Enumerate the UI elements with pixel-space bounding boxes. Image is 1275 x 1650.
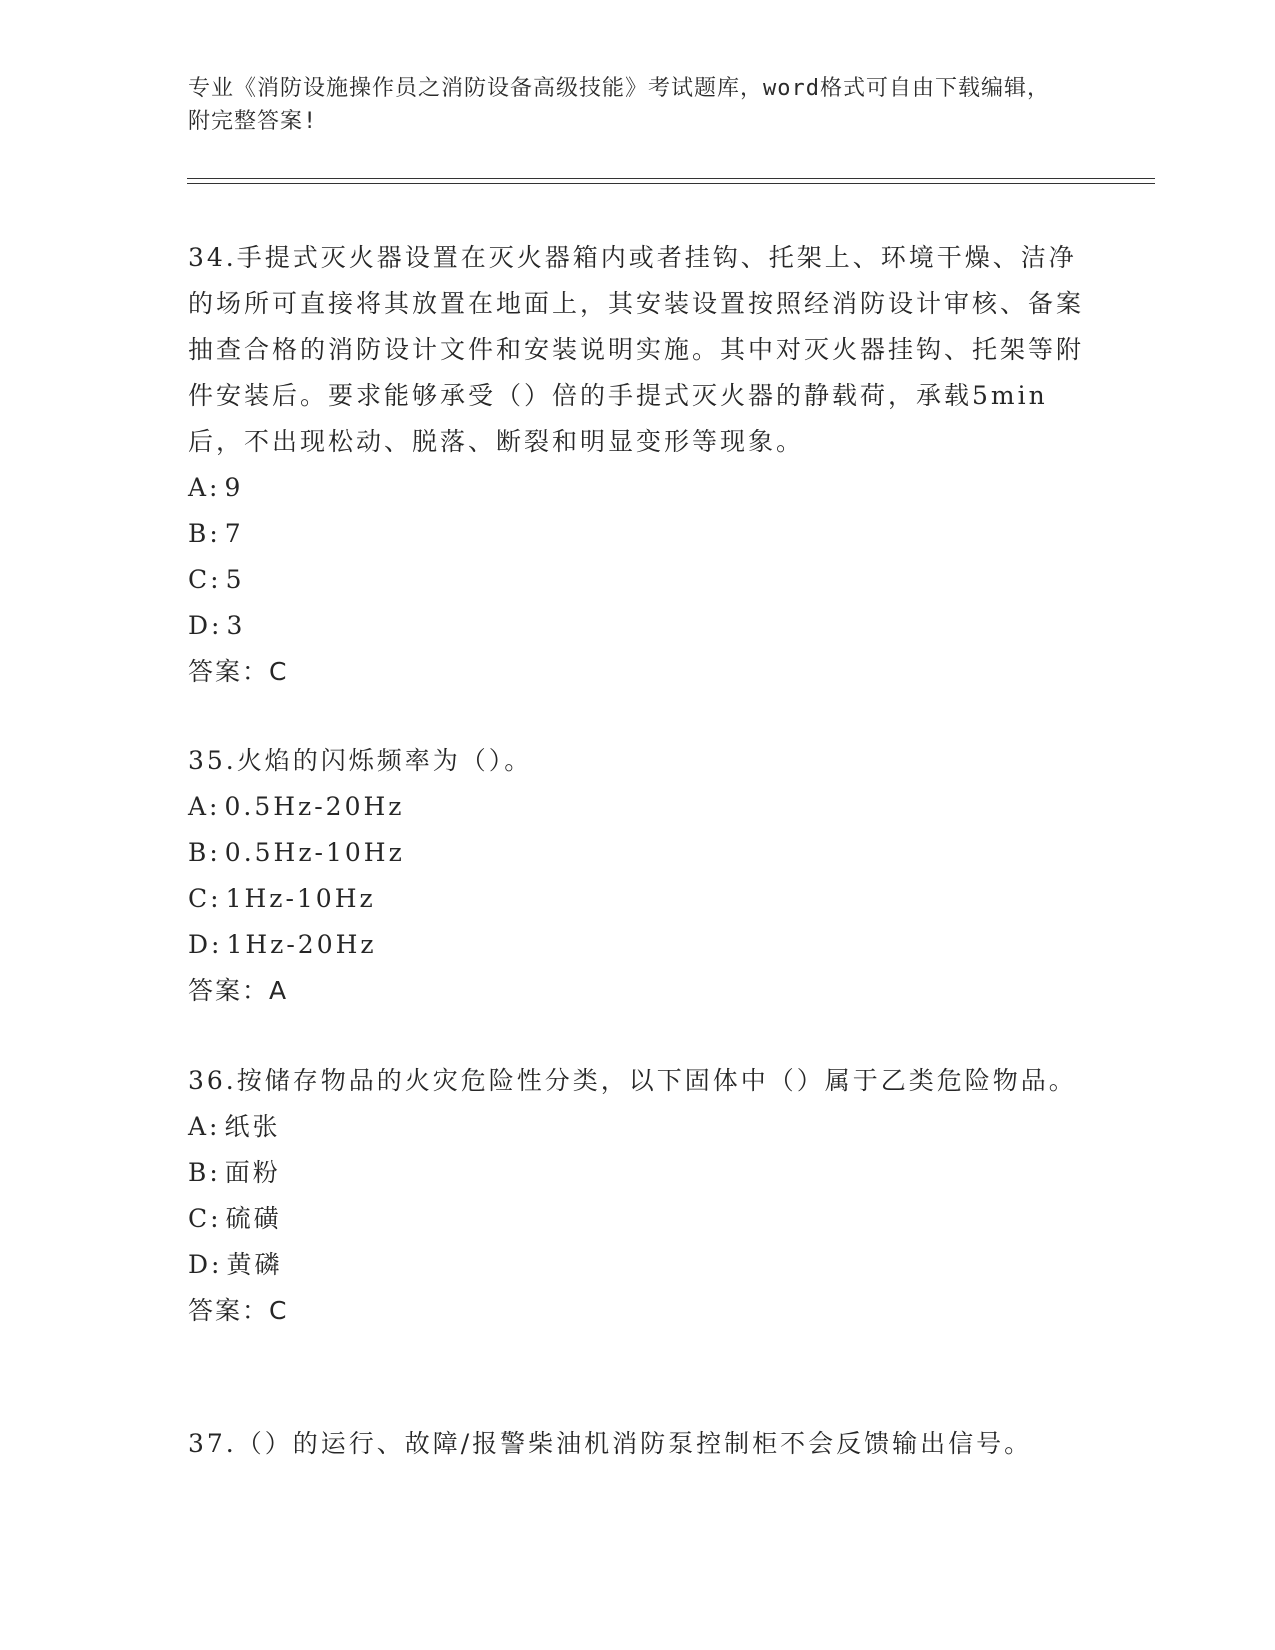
option-c — [188, 876, 1088, 922]
option-d — [188, 1242, 1088, 1288]
option-key: D: — [188, 1250, 223, 1279]
document-header: 专业《消防设施操作员之消防设备高级技能》考试题库，word格式可自由下载编辑，附完整答案! — [188, 76, 1050, 134]
answer-line: 答案：C — [188, 1296, 289, 1325]
option-value: 0.5Hz-10Hz — [224, 838, 405, 867]
option-key: D: — [188, 611, 223, 640]
option-key: C: — [188, 1204, 222, 1233]
option-value: 5 — [225, 565, 245, 594]
option-c — [188, 557, 1088, 603]
option-value: 黄磷 — [226, 1250, 283, 1279]
option-value: 9 — [224, 473, 244, 502]
option-value: 0.5Hz-20Hz — [224, 792, 405, 821]
option-b — [188, 830, 1088, 876]
option-b — [188, 511, 1088, 557]
answer-line: 答案：C — [188, 657, 289, 686]
option-key: A: — [188, 473, 221, 502]
option-value: 面粉 — [224, 1158, 281, 1187]
option-value: 7 — [224, 519, 244, 548]
option-value: 3 — [226, 611, 246, 640]
option-d — [188, 922, 1088, 968]
option-a — [188, 1104, 1088, 1150]
option-key: C: — [188, 884, 222, 913]
option-value: 1Hz-10Hz — [225, 884, 376, 913]
option-a — [188, 465, 1088, 511]
question-34 — [188, 235, 1088, 695]
option-key: A: — [188, 1112, 221, 1141]
option-key: D: — [188, 930, 223, 959]
option-d — [188, 603, 1088, 649]
answer-line: 答案：A — [188, 976, 289, 1005]
option-c — [188, 1196, 1088, 1242]
question-stem: 37.（）的运行、故障/报警柴油机消防泵控制柜不会反馈输出信号。 — [188, 1429, 1033, 1458]
header-divider-bottom — [187, 183, 1155, 184]
option-b — [188, 1150, 1088, 1196]
question-stem: 34.手提式灭火器设置在灭火器箱内或者挂钩、托架上、环境干燥、洁净的场所可直接将其放置在地面上，其安装设置按照经消防设计审核、备案抽查合格的消防设计文件和安装说明实施。其中对灭火器挂钩、托架等附件安装后。要求能够承受（）倍的手提式灭火器的静载荷，承载5min后，不出现松动、脱落、断裂和明显变形等现象。 — [188, 243, 1085, 456]
question-35 — [188, 738, 1088, 1014]
option-key: B: — [188, 838, 221, 867]
option-key: B: — [188, 1158, 221, 1187]
option-value: 1Hz-20Hz — [226, 930, 377, 959]
question-36 — [188, 1058, 1088, 1334]
question-stem: 35.火焰的闪烁频率为（）。 — [188, 746, 533, 775]
option-key: A: — [188, 792, 221, 821]
question-37 — [188, 1421, 1088, 1467]
option-a — [188, 784, 1088, 830]
question-stem: 36.按储存物品的火灾危险性分类，以下固体中（）属于乙类危险物品。 — [188, 1066, 1077, 1095]
header-divider-top — [187, 178, 1155, 179]
option-value: 硫磺 — [225, 1204, 282, 1233]
option-value: 纸张 — [224, 1112, 281, 1141]
option-key: C: — [188, 565, 222, 594]
option-key: B: — [188, 519, 221, 548]
